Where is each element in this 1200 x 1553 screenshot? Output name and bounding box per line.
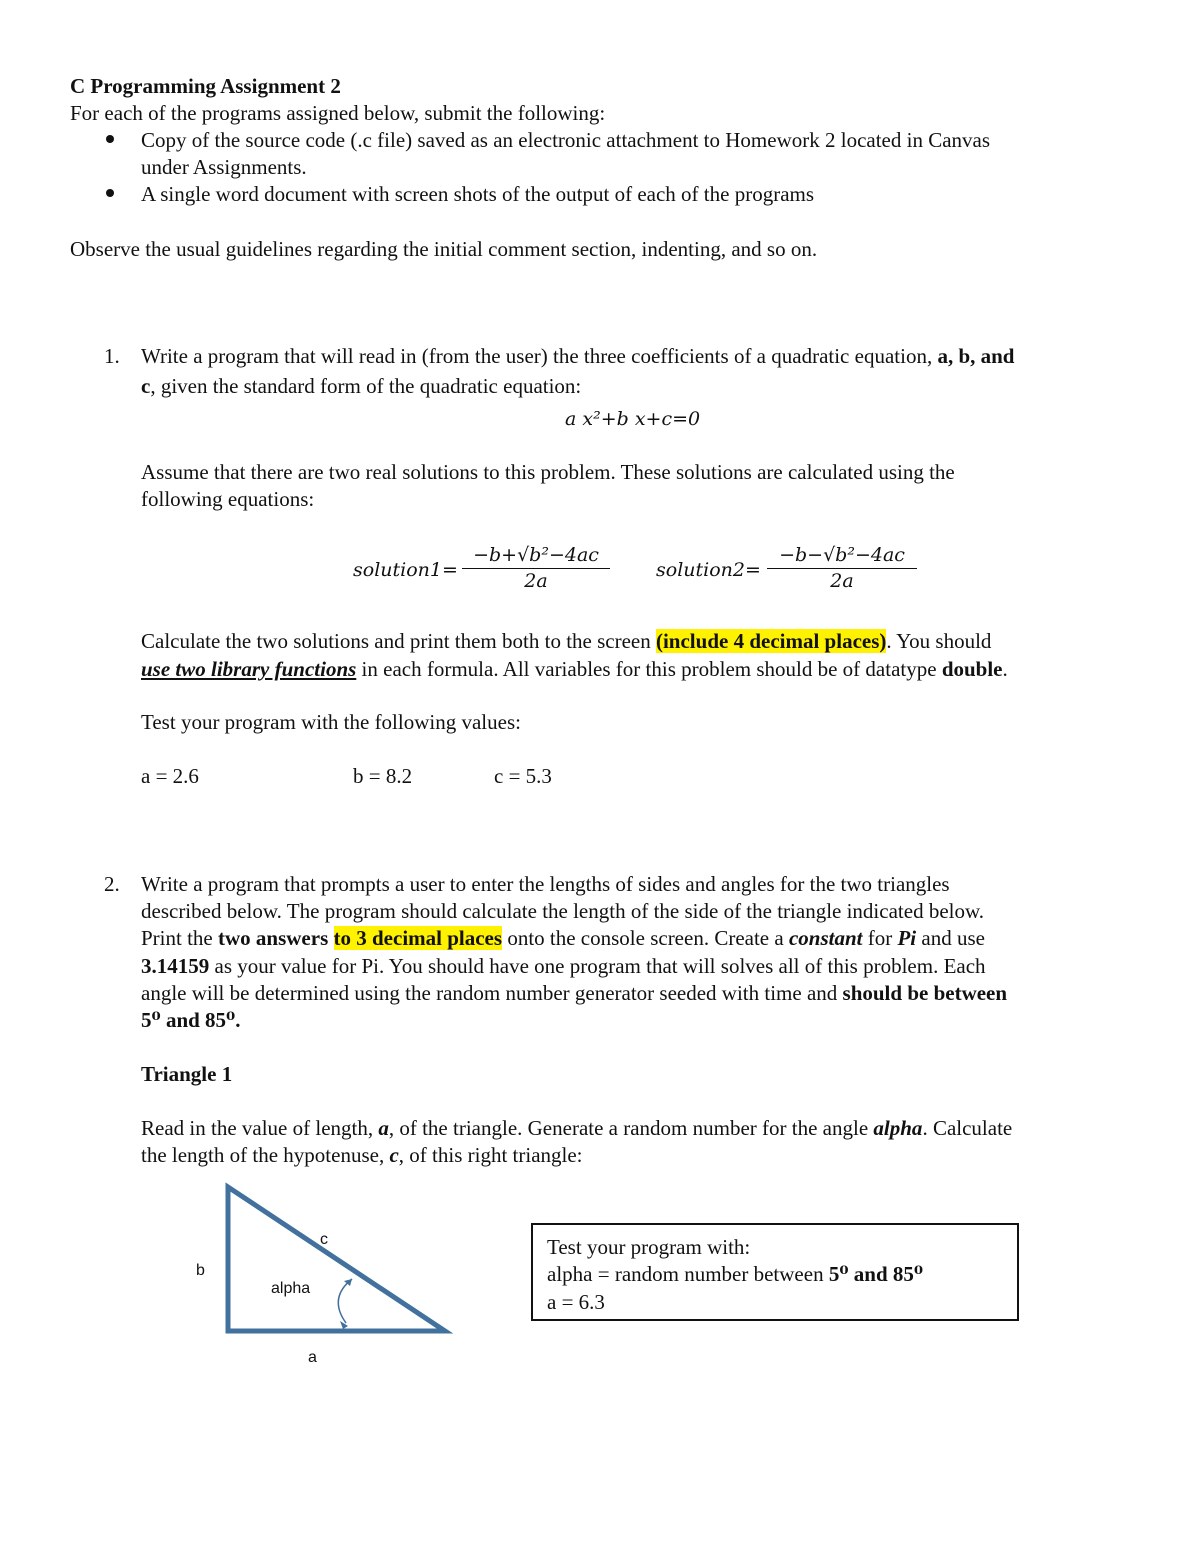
datatype-double: double xyxy=(941,657,1003,681)
solution1-fraction xyxy=(462,543,610,593)
problem1-line2 xyxy=(141,373,581,400)
intro-text: For each of the programs assigned below, submit the following: xyxy=(70,101,606,125)
problem1-line2-bold: c xyxy=(141,374,151,398)
angle-text: angle will be determined using the random number generator seeded with time and xyxy=(141,981,843,1005)
problem2-line2: described below. The program should calculate the length of the side of the triangle indicated below. xyxy=(141,899,985,923)
solution1-label: solution1= xyxy=(353,559,458,581)
two-answers-bold: two answers xyxy=(218,926,329,950)
bullet-dot xyxy=(106,189,114,197)
problem2-line5 xyxy=(141,980,1007,1007)
problem2-line4 xyxy=(141,953,986,980)
pi-value-bold: 3.14159 xyxy=(141,954,210,978)
label-c: c xyxy=(320,1231,328,1248)
console-text: onto the console screen. Create a xyxy=(502,926,789,950)
generate-text: , of the triangle. Generate a random number for the angle xyxy=(388,1116,874,1140)
right-triangle-text: , of this right triangle: xyxy=(398,1143,583,1167)
pi-emphasis: Pi xyxy=(897,926,917,950)
testbox-range-bold: 5⁰ and 85⁰ xyxy=(828,1262,924,1286)
solution2-denominator: 2a xyxy=(830,570,854,592)
solution1-denominator: 2a xyxy=(524,570,548,592)
solution2-numerator: −b−√b²−4ac xyxy=(767,543,917,569)
read-text: Read in the value of length, xyxy=(141,1116,379,1140)
bullet-item-continued: under Assignments. xyxy=(141,155,307,179)
assume-line2: following equations: xyxy=(141,487,315,511)
three-decimal-highlight: to 3 decimal places xyxy=(333,926,503,950)
side-a-emphasis: a xyxy=(378,1116,389,1140)
for-text: for xyxy=(862,926,898,950)
library-functions-emphasis: use two library functions xyxy=(141,657,357,681)
testbox-line2 xyxy=(547,1261,923,1288)
calculate-text: Calculate the two solutions and print them both to the screen xyxy=(141,629,651,653)
problem2-line1: Write a program that prompts a user to enter the lengths of sides and angles for the two triangles xyxy=(141,872,950,896)
value-a: a = 2.6 xyxy=(141,764,199,788)
testbox-line1: Test your program with: xyxy=(547,1235,751,1259)
test-label: Test your program with the following values: xyxy=(141,710,521,734)
problem2-line3 xyxy=(141,925,985,952)
problem1-line2-text: , given the standard form of the quadratic equation: xyxy=(150,374,582,398)
angle-range: 5⁰ and 85⁰. xyxy=(141,1008,241,1032)
problem1-line1-text: Write a program that will read in (from the user) the three coefficients of a quadratic equation, xyxy=(141,344,933,368)
library-functions-line xyxy=(141,656,1008,683)
triangle-diagram xyxy=(180,1170,480,1380)
triangle1-line2 xyxy=(141,1142,583,1169)
calculate-text: . Calculate xyxy=(922,1116,1013,1140)
bullet-dot xyxy=(106,135,114,143)
hypotenuse-text: the length of the hypotenuse, xyxy=(141,1143,390,1167)
label-alpha: alpha xyxy=(271,1280,311,1297)
quadratic-equation: a x²+b x+c=0 xyxy=(565,408,701,430)
solution1-numerator: −b+√b²−4ac xyxy=(462,543,610,569)
value-c: c = 5.3 xyxy=(494,764,552,788)
label-b: b xyxy=(196,1262,205,1279)
problem1-line1-bold: a, b, and xyxy=(937,344,1015,368)
solution2-fraction xyxy=(767,543,917,593)
triangle1-line1 xyxy=(141,1115,1012,1142)
label-a: a xyxy=(308,1349,317,1366)
calculate-line xyxy=(141,628,991,655)
testbox-line3: a = 6.3 xyxy=(547,1290,605,1314)
testbox-alpha-text: alpha = random number between xyxy=(547,1262,829,1286)
line-end: . xyxy=(1002,657,1008,681)
right-triangle-shape xyxy=(228,1187,445,1331)
bullet-item: A single word document with screen shots of the output of each of the programs xyxy=(141,182,815,206)
guidelines-text: Observe the usual guidelines regarding the initial comment section, indenting, and so on. xyxy=(70,237,818,261)
calculate-end: . You should xyxy=(886,629,992,653)
side-c-emphasis: c xyxy=(389,1143,399,1167)
problem1-number: 1. xyxy=(104,344,120,368)
decimal-places-highlight: (include 4 decimal places) xyxy=(655,629,887,653)
between-bold: should be between xyxy=(842,981,1008,1005)
page-title: C Programming Assignment 2 xyxy=(70,74,341,98)
bullet-item: Copy of the source code (.c file) saved as an electronic attachment to Homework 2 located in Canvas xyxy=(141,128,991,152)
alpha-emphasis: alpha xyxy=(873,1116,923,1140)
library-functions-text: in each formula. All variables for this problem should be of datatype xyxy=(356,657,942,681)
pi-value-text: as your value for Pi. You should have one program that will solves all of this problem. Each xyxy=(209,954,986,978)
and-use-text: and use xyxy=(916,926,985,950)
constant-emphasis: constant xyxy=(788,926,863,950)
problem1-line1 xyxy=(141,343,1015,370)
problem2-number: 2. xyxy=(104,872,120,896)
assume-line1: Assume that there are two real solutions to this problem. These solutions are calculated using the xyxy=(141,460,955,484)
print-text: Print the xyxy=(141,926,218,950)
value-b: b = 8.2 xyxy=(353,764,413,788)
arc-arrowhead-bottom xyxy=(340,1321,348,1329)
triangle1-title: Triangle 1 xyxy=(141,1062,233,1086)
solution2-label: solution2= xyxy=(656,559,761,581)
